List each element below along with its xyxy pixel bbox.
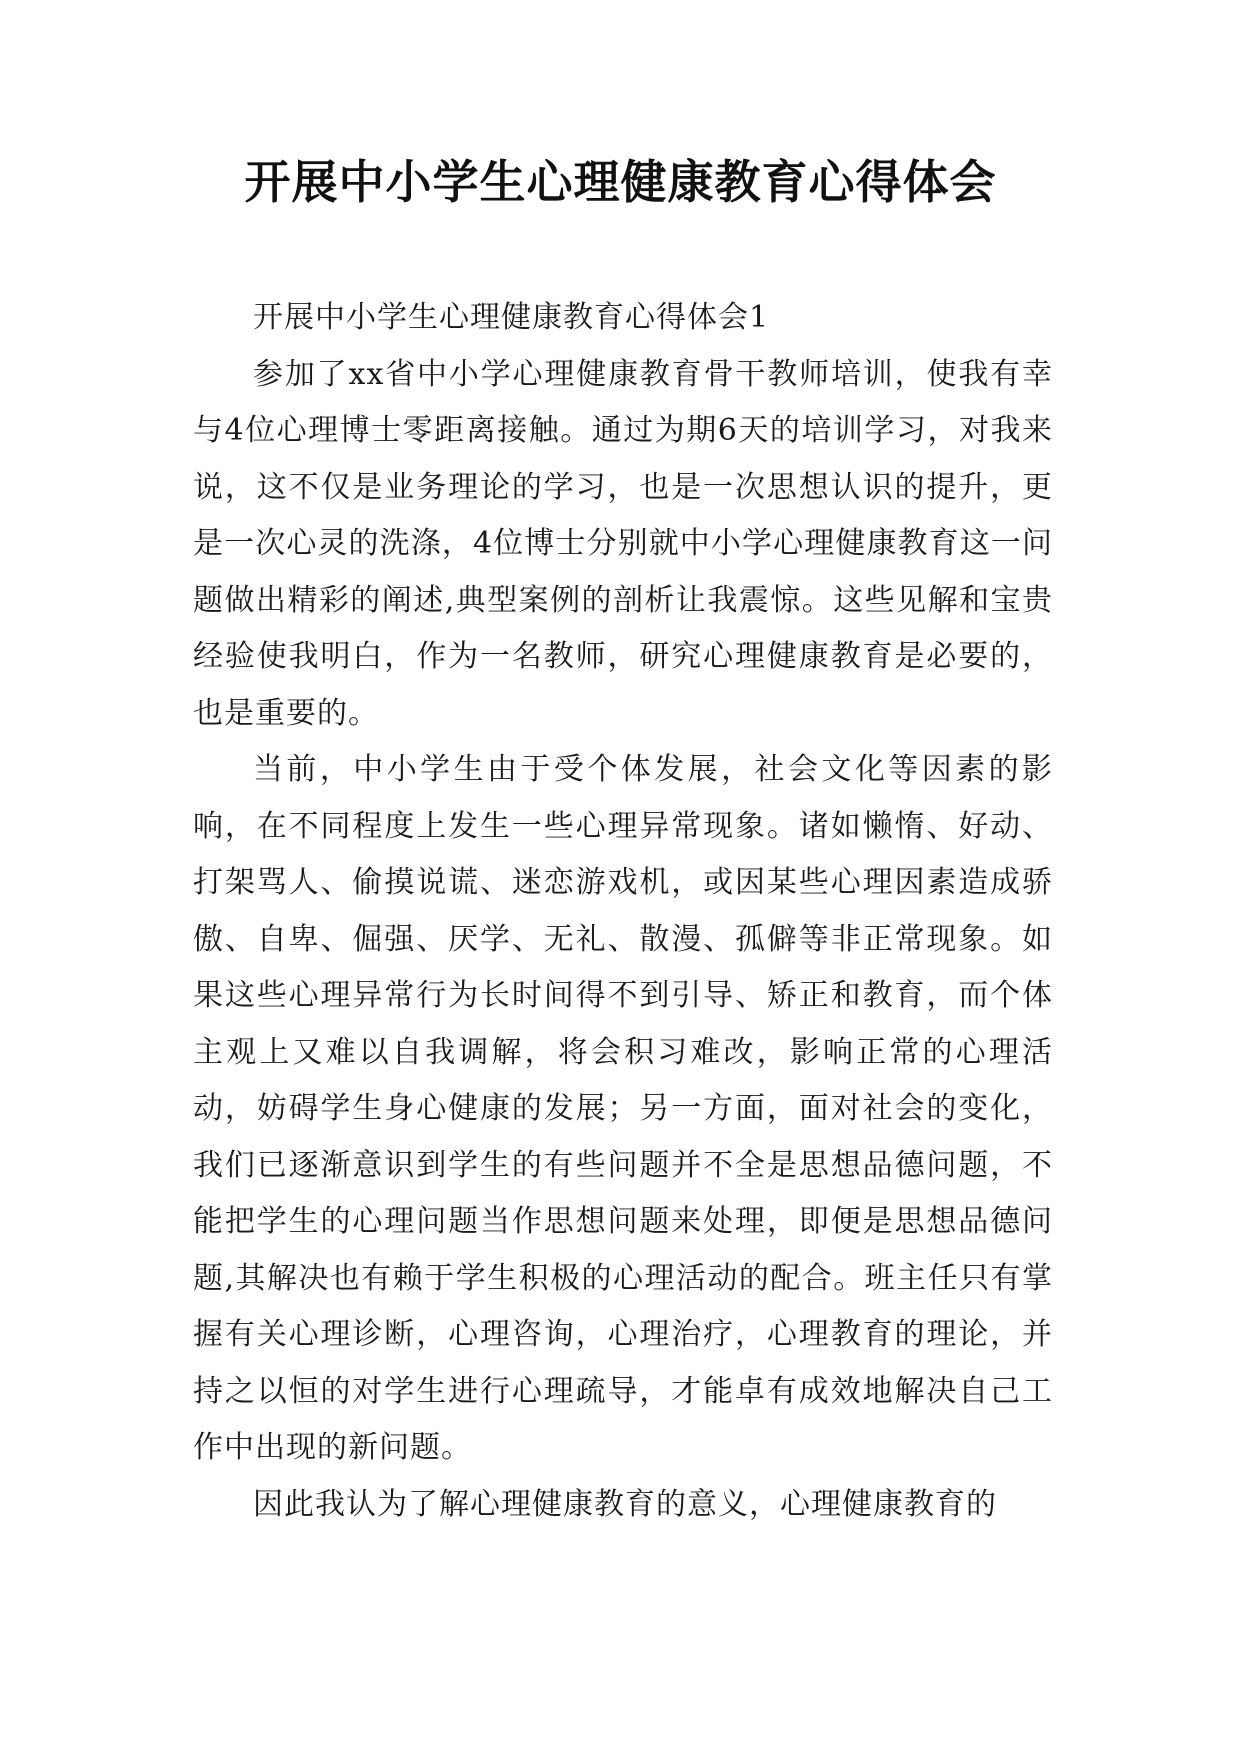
paragraph: 当前，中小学生由于受个体发展，社会文化等因素的影响，在不同程度上发生一些心理异常现象。诸如懒惰、好动、打架骂人、偷摸说谎、迷恋游戏机，或因某些心理因素造成骄傲、自卑、倔强、厌学、无礼、散漫、孤僻等非正常现象。如果这些心理异常行为长时间得不到引导、矫正和教育，而个体主观上又难以自我调解，将会积习难改，影响正常的心理活动，妨碍学生身心健康的发展；另一方面，面对社会的变化，我们已逐渐意识到学生的有些问题并不全是思想品德问题，不能把学生的心理问题当作思想问题来处理，即便是思想品德问题,其解决也有赖于学生积极的心理活动的配合。班主任只有掌握有关心理诊断，心理咨询，心理治疗，心理教育的理论，并持之以恒的对学生进行心理疏导，才能卓有成效地解决自己工作中出现的新问题。 — [193, 752, 1053, 1465]
section-heading: 开展中小学生心理健康教育心得体会1 — [253, 300, 770, 335]
paragraph: 参加了xx省中小学心理健康教育骨干教师培训，使我有幸与4位心理博士零距离接触。通过为期6天的培训学习，对我来说，这不仅是业务理论的学习，也是一次思想认识的提升，更是一次心灵的洗涤，4位博士分别就中小学心理健康教育这一问题做出精彩的阐述,典型案例的剖析让我震惊。这些见解和宝贵经验使我明白，作为一名教师，研究心理健康教育是必要的，也是重要的。 — [193, 356, 1053, 731]
document-title: 开展中小学生心理健康教育心得体会 — [244, 155, 997, 209]
paragraph: 因此我认为了解心理健康教育的意义，心理健康教育的 — [253, 1486, 997, 1522]
document-body — [193, 290, 1053, 1533]
